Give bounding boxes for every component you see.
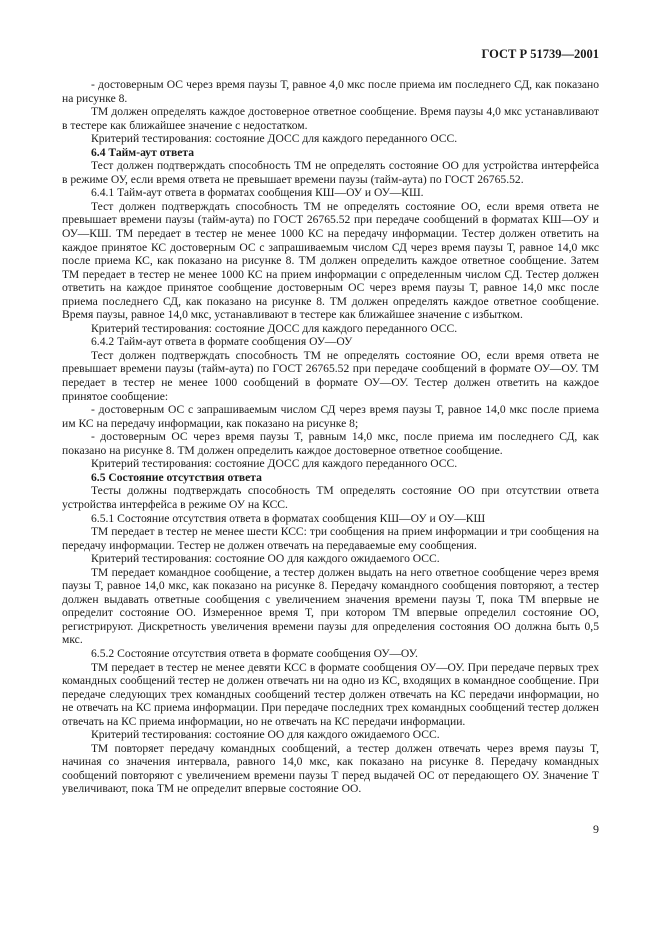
paragraph: Критерий тестирования: состояние ДОСС для каждого переданного ОСС. <box>91 132 458 146</box>
page-number: 9 <box>593 822 599 836</box>
paragraph: Критерий тестирования: состояние ОО для каждого ожидаемого ОСС. <box>91 728 440 742</box>
subsection-heading: 6.5.1 Состояние отсутствия ответа в форматах сообщения КШ—ОУ и ОУ—КШ <box>91 511 486 525</box>
page-body <box>62 78 599 796</box>
paragraph: Тест должен подтверждать способность ТМ не определять состояние ОО, если время ответа не превышает времени паузы (тайм-аута) по ГОСТ 26765.52 при передаче сообщений в формате ОУ—ОУ. ТМ передает в тестер не менее 1000 сообщений в формате ОУ—ОУ. Тестер должен ответить на каждое принятое сообщение: <box>62 348 599 403</box>
paragraph: - достоверным ОС через время паузы Т, равное 4,0 мкс после приема им последнего СД, как показано на рисунке 8. <box>62 78 599 105</box>
paragraph: ТМ повторяет передачу командных сообщений, а тестер должен отвечать через время паузы Т, начиная со значения интервала, равного 14,0 мкс, как показано на рисунке 8. Передачу командных сообщений повторяют с увеличением времени паузы Т перед выдачей ОС от передающего ОУ. Значение Т увеличивают, пока ТМ не определит впервые состояние ОО. <box>62 741 599 796</box>
paragraph: Критерий тестирования: состояние ДОСС для каждого переданного ОСС. <box>91 321 458 335</box>
paragraph: ТМ передает в тестер не менее девяти КСС в формате сообщения ОУ—ОУ. При передаче первых трех командных сообщений тестер не должен отвечать ни на одно из КС, входящих в командное сообщение. При передаче следующих трех командных сообщений тестер должен отвечать на КС передачи информации, но не отвечать на КС приема информации. При передаче последних трех командных сообщений тестер должен отвечать на КС приема информации, но не отвечать на КС передачи информации. <box>62 660 599 728</box>
list-item: - достоверным ОС через время паузы Т, равным 14,0 мкс, после приема им последнего СД, как показано на рисунке 8. ТМ должен определить каждое достоверное ответное сообщение. <box>62 430 599 457</box>
section-heading: 6.4 Тайм-аут ответа <box>91 145 195 159</box>
paragraph: ТМ должен определять каждое достоверное ответное сообщение. Время паузы 4,0 мкс устанавливают в тестере как ближайшее значение с недостатком. <box>62 105 599 132</box>
paragraph: Тесты должны подтверждать способность ТМ определять состояние ОО при отсутствии ответа устройства интерфейса в режиме ОУ на КСС. <box>62 484 599 511</box>
paragraph: Критерий тестирования: состояние ОО для каждого ожидаемого ОСС. <box>91 552 440 566</box>
paragraph: Тест должен подтверждать способность ТМ не определять состояние ОО, если время ответа не превышает времени паузы (тайм-аута) по ГОСТ 26765.52 при передаче сообщений в форматах КШ—ОУ и ОУ—КШ. ТМ передает в тестер не менее 1000 КС на передачу информации. Тестер должен ответить на каждое принятое КС достоверным ОС с запрашиваемым числом СД через время паузы Т, равное 14,0 мкс после приема КС, как показано на рисунке 8. ТМ должен определить каждое ответное сообщение. Затем ТМ передает в тестер не менее 1000 КС на прием информации с определенным числом СД. Тестер должен ответить на каждое принятое сообщение достоверным ОС через время паузы Т, равное 14,0 мкс после приема последнего СД, как показано на рисунке 8. ТМ должен определять каждое ответное сообщение. Время паузы, равное 14,0 мкс, устанавливают в тестере как ближайшее значение с избытком. <box>62 199 599 322</box>
subsection-heading: 6.5.2 Состояние отсутствия ответа в формате сообщения ОУ—ОУ. <box>91 646 418 660</box>
paragraph: Тест должен подтверждать способность ТМ не определять состояние ОО для устройства интерфейса в режиме ОУ, если время ответа не превышает времени паузы (тайм-аута) по ГОСТ 26765.52. <box>62 159 599 186</box>
document-header: ГОСТ Р 51739—2001 <box>481 47 599 61</box>
list-item: - достоверным ОС с запрашиваемым числом СД через время паузы Т, равное 14,0 мкс после приема им КС на передачу информации, как показано на рисунке 8; <box>62 403 599 430</box>
subsection-heading: 6.4.2 Тайм-аут ответа в формате сообщения ОУ—ОУ <box>91 335 353 349</box>
section-heading: 6.5 Состояние отсутствия ответа <box>91 470 262 484</box>
paragraph: ТМ передает командное сообщение, а тестер должен выдать на него ответное сообщение через время паузы Т, равное 14,0 мкс, как показано на рисунке 8. Передачу командного сообщения повторяют, а тестер должен выдавать ответные сообщения с увеличением значения времени паузы Т, пока ТМ впервые не определит состояние ОО. Измеренное время Т, при котором ТМ впервые определил состояние ОО, регистрируют. Дискретность увеличения времени паузы для определения состояния ОО должна быть 0,5 мкс. <box>62 565 599 647</box>
subsection-heading: 6.4.1 Тайм-аут ответа в форматах сообщения КШ—ОУ и ОУ—КШ. <box>91 186 424 200</box>
paragraph: ТМ передает в тестер не менее шести КСС: три сообщения на прием информации и три сообщения на передачу информации. Тестер не должен отвечать на передаваемые ему сообщения. <box>62 525 599 552</box>
paragraph: Критерий тестирования: состояние ДОСС для каждого переданного ОСС. <box>91 457 458 471</box>
